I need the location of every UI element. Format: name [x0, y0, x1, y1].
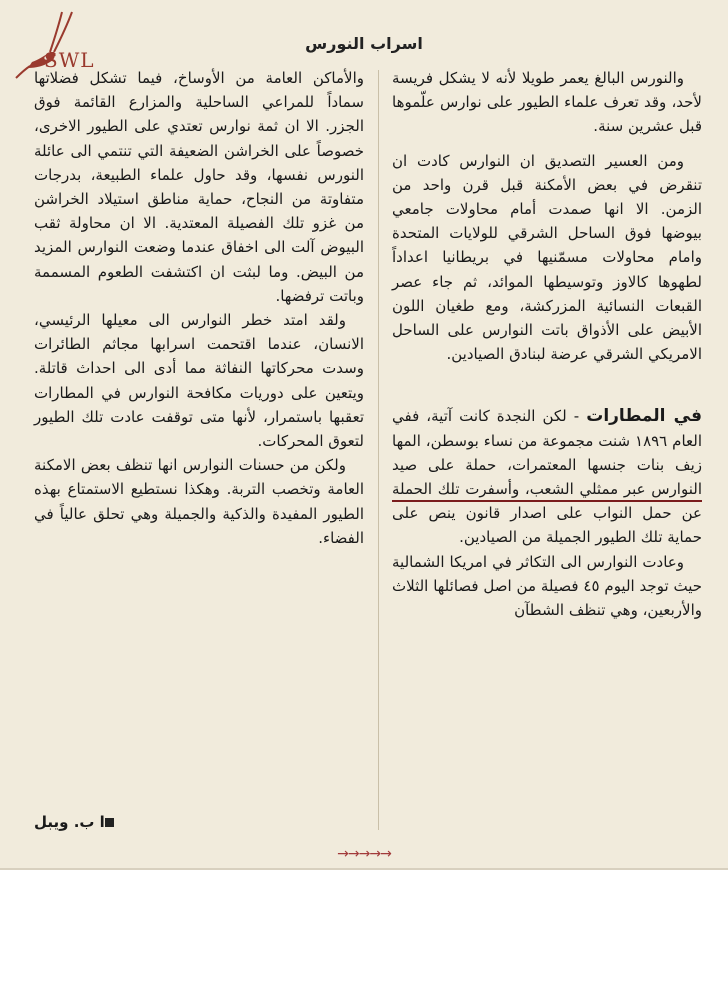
column-divider — [378, 70, 379, 830]
section-rule — [392, 500, 702, 502]
paragraph: وعادت النوارس الى التكاثر في امريكا الشمالية حيث توجد اليوم ٤٥ فصيلة من اصل فصائلها الثلاث والأربعين، وهي تنظف الشطآن — [392, 552, 703, 620]
section-paragraph — [392, 404, 702, 549]
right-column — [392, 66, 702, 622]
paragraph: والأماكن العامة من الأوساخ، فيما تشكل فضلاتها سماداً للمراعي الساحلية والمزارع القائمة فوق الجزر. الا ان ثمة نوارس تعتدي على الطيور الاخرى، خصوصاً على الخراشن الضعيفة التي تنتمي الى عائلة النورس نفسها، وقد حاول علماء الطبيعة، بدرجات متفاوتة من النجاح، حماية مناطق استيلاد الخراشن من غزو تلك الفصيلة المعتدية. الا ان محاولة ثقب البيوض آلت الى اخفاق عندما وضعت النوارس المزيد من البيض. وما لبثت ان اكتشفت الطعوم المسممة وباتت ترفضها. — [34, 69, 364, 305]
page-title: اسراب النورس — [305, 34, 423, 53]
author-name: ا ب. ويبل — [34, 813, 105, 831]
logo-text: SWL — [44, 48, 95, 72]
page-edge — [0, 868, 728, 870]
end-mark-icon — [105, 818, 114, 827]
paragraph: ولكن من حسنات النوارس انها تنظف بعض الامكنة العامة وتخصب التربة. وهكذا نستطيع الاستمتاع بهذه الطيور المفيدة والذكية والجميلة وهي تحلق عالياً في الفضاء. — [34, 456, 364, 547]
section-heading: في المطارات — [586, 406, 703, 427]
paragraph: ولقد امتد خطر النوارس الى معيلها الرئيسي، الانسان، عندما اقتحمت اسرابها مجاثم الطائرات وسدت محركاتها النفاثة مما أدى الى احداث قاتلة. ويتعين على دوريات مكافحة النوارس في المطارات تعقبها باستمرار، لأنها متى توقفت عادت تلك الطيور لتعوق المحركات. — [34, 311, 364, 451]
ornament-divider: →→→→→ — [337, 846, 391, 862]
author-signature — [34, 813, 364, 831]
paragraph: والنورس البالغ يعمر طويلا لأنه لا يشكل فريسة لأحد، وقد تعرف علماء الطيور على نوارس علّموها قبل عشرين سنة. — [392, 69, 702, 136]
paragraph-text: - لكن النجدة كانت آتية، ففي العام ١٨٩٦ شنت مجموعة من نساء بوسطن، المها زيف بنات جنسها المعتمرات، حملة على صيد النوارس عبر ممثلي الشعب، وأسفرت تلك الحملة عن حمل النواب على اصدار قانون ينص على حماية تلك الطيور الجميلة من الصيادين. — [392, 407, 702, 547]
left-column — [34, 66, 364, 550]
paragraph: ومن العسير التصديق ان النوارس كادت ان تنقرض في بعض الأمكنة قبل قرن واحد من الزمن. الا انها صمدت أمام محاولات جامعي بيوضها فوق الساحل الشرقي للولايات المتحدة وامام محاولات مسمّنيها في بريطانيا اعداداً لطهوها كالاوز وتوسيطها الموائد، ثم جاء عصر القبعات النسائية المزركشة، ومع طغيان اللون الأبيض على الأذواق باتت النوارس على الساحل الامريكي الشرقي عرضة لبنادق الصيادين. — [392, 151, 702, 364]
